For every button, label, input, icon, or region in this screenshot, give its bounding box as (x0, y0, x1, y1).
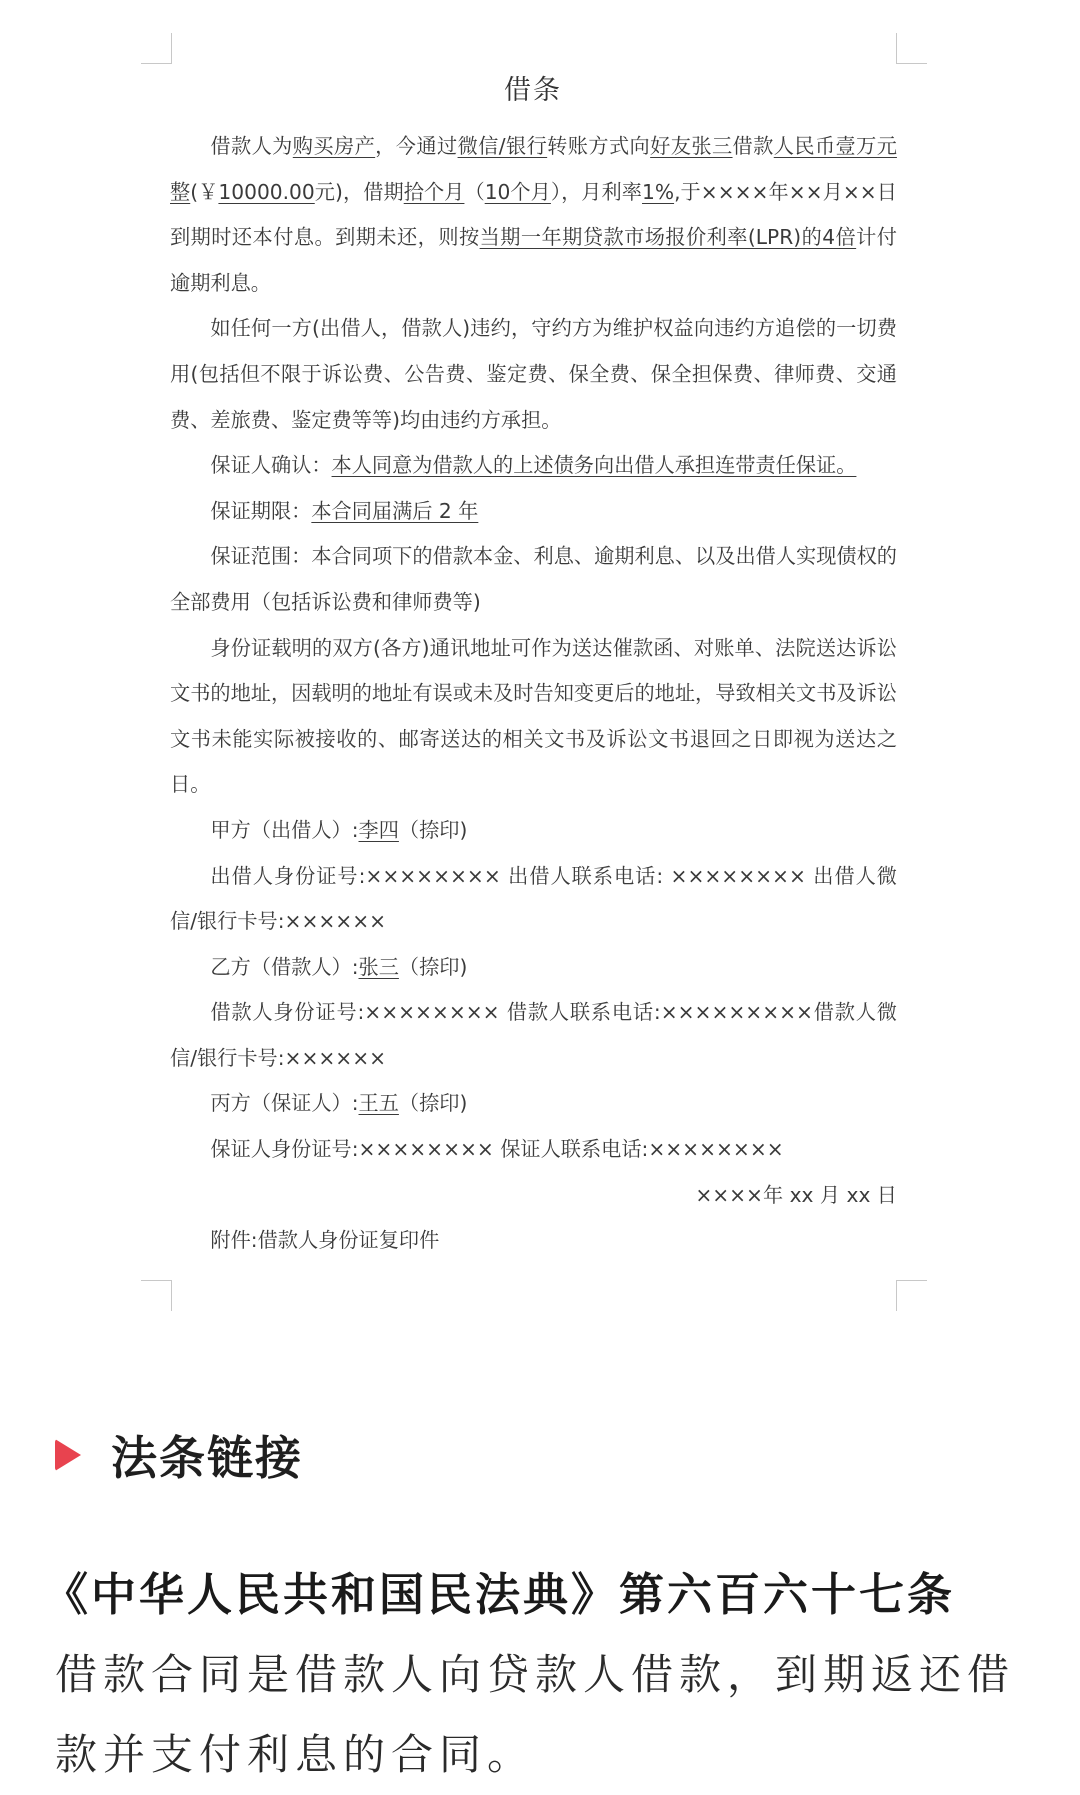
monthly-rate: 1% (642, 179, 675, 204)
guarantor-confirmation: 保证人确认：本人同意为借款人的上述债务向出借人承担连带责任保证。 (210, 453, 857, 478)
law-article-text: 借款合同是借款人向贷款人借款，到期返还借款并支付利息的合同。 (55, 1650, 1016, 1779)
page-corner-mark-bottom-left (141, 1280, 172, 1311)
party-c-info: 保证人身份证号:×××××××× 保证人联系电话:×××××××× (210, 1137, 784, 1162)
party-b-name: 张三 (358, 954, 399, 979)
section-heading (55, 1420, 303, 1490)
document-title: 借条 (504, 75, 562, 106)
amount-words: 人民币壹万元整 (170, 134, 897, 204)
party-a-line: 甲方（出借人）:李四（捺印) (210, 817, 468, 842)
attachment-note: 附件:借款人身份证复印件 (210, 1228, 440, 1253)
page-corner-mark-bottom-right (896, 1280, 927, 1311)
transfer-method: 微信/银行 (457, 134, 548, 158)
page-corner-mark-top-right (896, 33, 927, 64)
loan-period-words: 拾个月 (403, 179, 465, 204)
law-article-title: 《中华人民共和国民法典》第六百六十七条 (43, 1568, 956, 1621)
guarantee-scope: 保证范围：本合同项下的借款本金、利息、逾期利息、以及出借人实现债权的全部费用（包括诉讼费和律师费等) (170, 544, 897, 614)
loan-terms-paragraph: 借款人为购买房产，今通过微信/银行转账方式向好友张三借款人民币壹万元整(￥10000.00元)，借期拾个月（10个月），月利率1%,于××××年××月××日到期时还本付息。到期未还，则按当期一年期贷款市场报价利率(LPR)的4倍计付逾期利息。 (170, 134, 897, 295)
amount-digits: 10000.00 (218, 179, 315, 204)
loan-period-digits: 10个月 (484, 179, 551, 204)
breach-paragraph: 如任何一方(出借人，借款人)违约，守约方为维护权益向违约方追偿的一切费用(包括但不限于诉讼费、公告费、鉴定费、保全费、保全担保费、律师费、交通费、差旅费、鉴定费等等)均由违约方承担。 (170, 316, 897, 432)
party-c-line: 丙方（保证人）:王五（捺印) (210, 1091, 468, 1116)
play-triangle-icon (55, 1439, 81, 1471)
document-body (170, 124, 897, 1264)
page-corner-mark-top-left (141, 33, 172, 64)
party-a-name: 李四 (358, 817, 399, 842)
party-b-info: 借款人身份证号:×××××××× 借款人联系电话:×××××××××借款人微信/银行卡号:×××××× (170, 1000, 897, 1070)
service-address-paragraph: 身份证载明的双方(各方)通讯地址可作为送达催款函、对账单、法院送达诉讼文书的地址，因载明的地址有误或未及时告知变更后的地址，导致相关文书及诉讼文书未能实际被接收的、邮寄送达的相关文书及诉讼文书退回之日即视为送达之日。 (170, 635, 897, 797)
guarantee-period: 保证期限：本合同届满后 2 年 (210, 498, 479, 523)
section-title: 法条链接 (111, 1431, 303, 1485)
loan-purpose: 购买房产 (292, 134, 376, 158)
party-c-name: 王五 (358, 1091, 399, 1116)
signing-date: ××××年 xx 月 xx 日 (695, 1182, 897, 1207)
law-article (43, 1555, 1035, 1795)
lender-name: 好友张三 (650, 134, 733, 158)
overdue-rate: 当期一年期贷款市场报价利率(LPR)的4倍 (479, 225, 857, 250)
party-b-line: 乙方（借款人）:张三（捺印) (210, 954, 468, 979)
party-a-info: 出借人身份证号:×××××××× 出借人联系电话: ×××××××× 出借人微信/银行卡号:×××××× (170, 863, 897, 934)
